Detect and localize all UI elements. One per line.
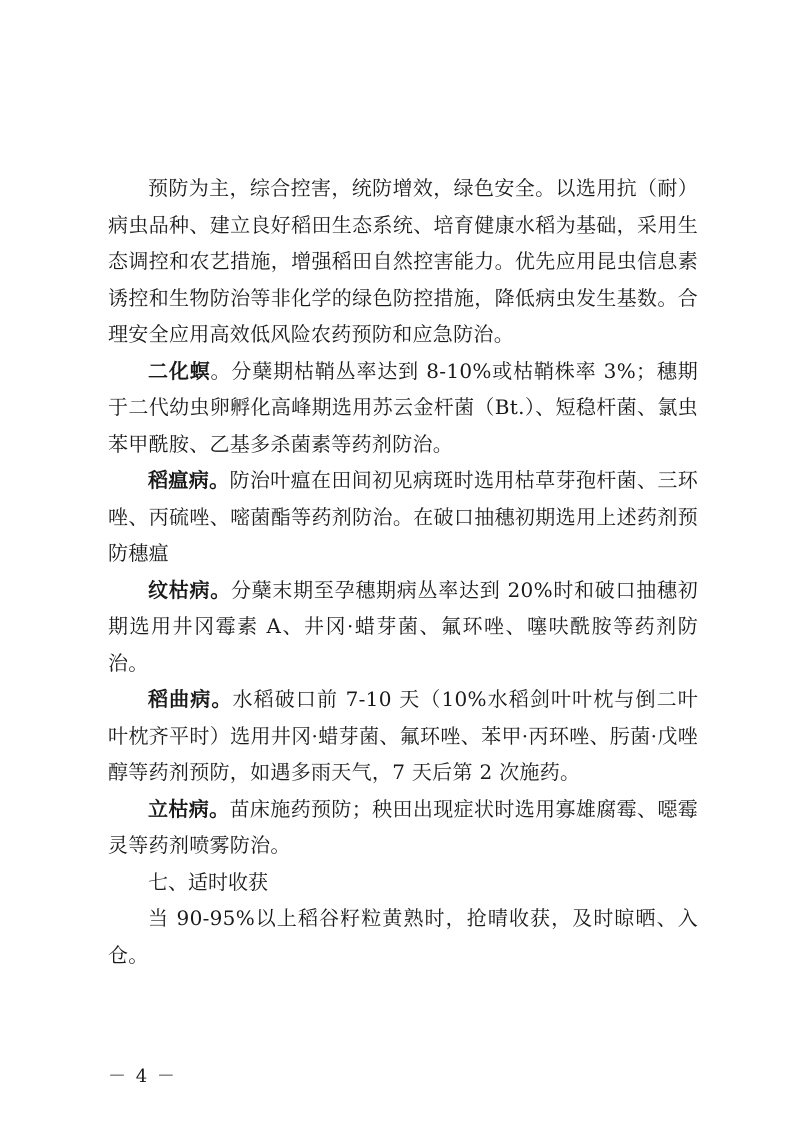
intro-paragraph bbox=[108, 170, 698, 353]
paragraph-lead: 稻曲病。 bbox=[148, 687, 233, 711]
paragraph-false-smut bbox=[108, 681, 698, 791]
paragraph-text: 苗床施药预防；秧田出现症状时选用寡雄腐霉、噁霉灵等药剂喷雾防治。 bbox=[108, 796, 698, 857]
paragraph-sheath-blight bbox=[108, 572, 698, 682]
paragraph-lead: 立枯病。 bbox=[148, 796, 230, 821]
paragraph-text: 当 90-95%以上稻谷籽粒黄熟时，抢晴收获，及时晾晒、入仓。 bbox=[108, 906, 698, 967]
paragraph-text: 。分蘖期枯鞘丛率达到 8-10%或枯鞘株率 3%；穗期于二代幼虫卵孵化高峰期选用苏云金杆菌（Bt.）、短稳杆菌、氯虫苯甲酰胺、乙基多杀菌素等药剂防治。 bbox=[108, 358, 698, 456]
paragraph-text: 水稻破口前 7-10 天（10%水稻剑叶叶枕与倒二叶叶枕齐平时）选用井冈·蜡芽菌、氟环唑、苯甲·丙环唑、肟菌·戊唑醇等药剂预防，如遇多雨天气，7 天后第 2 次施药。 bbox=[108, 687, 699, 784]
harvest-paragraph bbox=[108, 900, 698, 973]
paragraph-lead: 二化螟 bbox=[148, 358, 211, 383]
section-heading: 七、适时收获 bbox=[148, 869, 268, 894]
paragraph-rice-blast bbox=[108, 462, 698, 572]
paragraph-lead: 稻瘟病。 bbox=[148, 468, 230, 492]
paragraph-text: 防治叶瘟在田间初见病斑时选用枯草芽孢杆菌、三环唑、丙硫唑、嘧菌酯等药剂防治。在破口抽穗初期选用上述药剂预防穗瘟 bbox=[108, 468, 698, 565]
paragraph-lead: 纹枯病。 bbox=[148, 577, 231, 602]
page-number: － 4 － bbox=[108, 1066, 177, 1087]
paragraph-damping-off bbox=[108, 791, 698, 864]
paragraph-text: 预防为主，综合控害，统防增效，绿色安全。以选用抗（耐）病虫品种、建立良好稻田生态系统、培育健康水稻为基础，采用生态调控和农艺措施，增强稻田自然控害能力。优先应用昆虫信息素诱控和生物防治等非化学的绿色防控措施，降低病虫发生基数。合理安全应用高效低风险农药预防和应急防治。 bbox=[108, 176, 698, 346]
paragraph-chilo-suppressalis bbox=[108, 353, 698, 463]
body-text bbox=[108, 170, 698, 973]
paragraph-text: 分蘖末期至孕穗期病丛率达到 20%时和破口抽穗初期选用井冈霉素 A、井冈·蜡芽菌、氟环唑、噻呋酰胺等药剂防治。 bbox=[108, 577, 699, 675]
